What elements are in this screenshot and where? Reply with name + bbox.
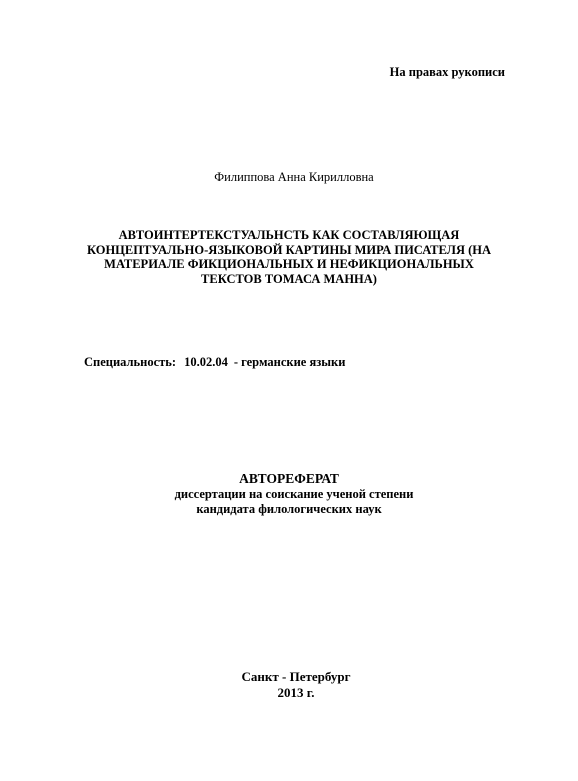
title-line-2: КОНЦЕПТУАЛЬНО-ЯЗЫКОВОЙ КАРТИНЫ МИРА ПИСАТЕЛЯ (НА [86,242,492,257]
city: Санкт - Петербург [241,669,351,684]
title-line-1: АВТОИНТЕРТЕКСТУАЛЬНСТЬ КАК СОСТАВЛЯЮЩАЯ [118,228,460,242]
title-line-4: ТЕКСТОВ ТОМАСА МАННА) [201,271,377,286]
abstract-line-1: диссертации на соискание ученой степени [174,487,414,501]
abstract-block [0,471,578,516]
specialty-code: 10.02.04 [184,355,228,369]
place-and-year [0,669,578,701]
abstract-heading: АВТОРЕФЕРАТ [239,471,339,486]
specialty-line [84,355,345,370]
year: 2013 г. [277,685,315,700]
abstract-line-2: кандидата филологических наук [196,501,382,516]
dissertation-title [0,228,578,286]
specialty-name: - германские языки [233,355,346,369]
specialty-label: Специальность: [84,355,177,369]
title-line-3: МАТЕРИАЛЕ ФИКЦИОНАЛЬНЫХ И НЕФИКЦИОНАЛЬНЫХ [104,257,474,272]
rights-notice: На правах рукописи [389,65,505,79]
author-name: Филиппова Анна Кирилловна [214,170,374,184]
